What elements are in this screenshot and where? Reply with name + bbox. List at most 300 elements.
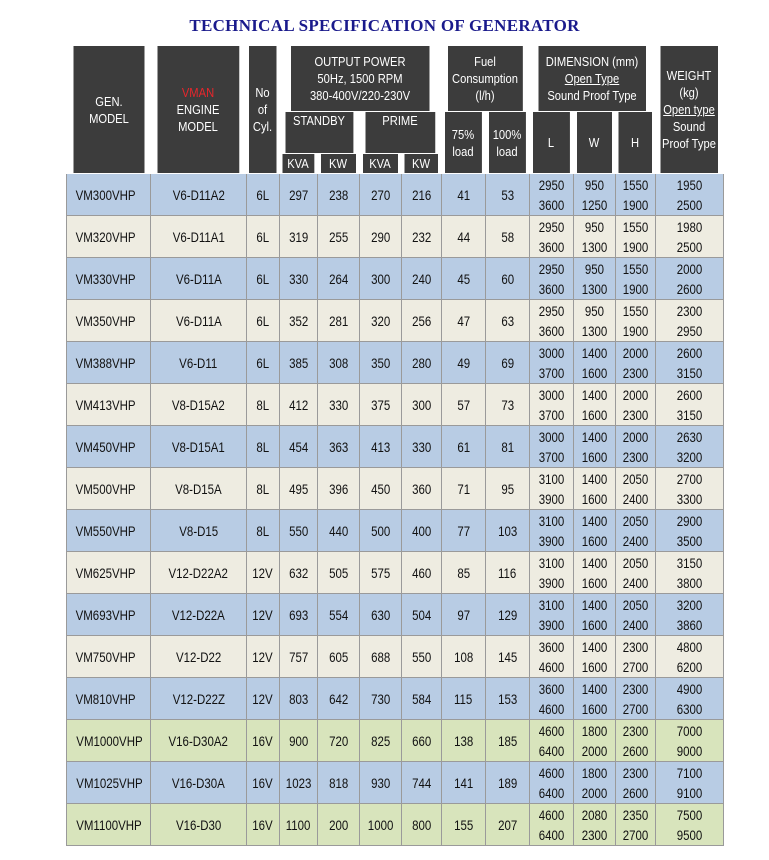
standby-kva-value: 495 xyxy=(288,480,309,497)
fuel-100-cell xyxy=(485,174,529,216)
gen-model-value: VM300VHP xyxy=(75,186,136,203)
dim-w-open-value: 950 xyxy=(584,218,605,235)
gen-model-cell xyxy=(67,552,151,594)
dim-l-open-value: 4600 xyxy=(538,764,565,781)
dim-l-open-value: 3100 xyxy=(538,470,565,487)
prime-kw-cell xyxy=(401,636,441,678)
standby-kw-cell xyxy=(317,762,359,804)
dim-w-open-value: 1400 xyxy=(581,680,608,697)
dim-l-open-value: 3600 xyxy=(538,638,565,655)
weight-soundproof-value: 6200 xyxy=(676,658,703,675)
standby-kw-value: 505 xyxy=(328,564,349,581)
standby-kva-cell xyxy=(279,804,317,846)
cylinders-cell xyxy=(246,510,279,552)
fuel-75-cell xyxy=(441,300,485,342)
dim-l-open-value: 2950 xyxy=(538,302,565,319)
fuel-75-value: 108 xyxy=(453,648,474,665)
weight-soundproof-value: 3150 xyxy=(676,406,703,423)
weight-cell xyxy=(655,804,723,846)
fuel-100-value: 60 xyxy=(501,270,514,287)
standby-kw-cell xyxy=(317,174,359,216)
fuel-100-value: 145 xyxy=(497,648,518,665)
table-row xyxy=(67,552,724,594)
fuel-100-cell xyxy=(485,384,529,426)
header-load-75 xyxy=(445,112,483,174)
dim-h-open-value: 2000 xyxy=(622,386,649,403)
standby-kva-value: 1023 xyxy=(285,774,312,791)
prime-kw-cell xyxy=(401,678,441,720)
cylinders-cell xyxy=(246,594,279,636)
fuel-100-cell xyxy=(485,762,529,804)
engine-model-cell xyxy=(150,594,246,636)
prime-kw-cell xyxy=(401,720,441,762)
dim-h-open-value: 2300 xyxy=(622,722,649,739)
fuel-75-cell xyxy=(441,720,485,762)
fuel-100-value: 207 xyxy=(497,816,518,833)
dim-w-soundproof-value: 1600 xyxy=(581,490,608,507)
header-text: MODEL xyxy=(88,110,129,126)
cylinders-value: 6L xyxy=(256,228,270,245)
fuel-100-value: 58 xyxy=(501,228,514,245)
standby-kva-cell xyxy=(279,678,317,720)
prime-kw-cell xyxy=(401,342,441,384)
fuel-100-value: 69 xyxy=(501,354,514,371)
table-row xyxy=(67,300,724,342)
standby-kva-value: 693 xyxy=(288,606,309,623)
dim-w-soundproof-value: 1600 xyxy=(581,700,608,717)
standby-kva-cell xyxy=(279,594,317,636)
engine-model-cell xyxy=(150,300,246,342)
weight-cell xyxy=(655,678,723,720)
dim-l-cell xyxy=(529,468,573,510)
header-fuel xyxy=(448,46,524,112)
fuel-75-value: 71 xyxy=(457,480,470,497)
gen-model-value: VM500VHP xyxy=(75,480,136,497)
engine-model-cell xyxy=(150,216,246,258)
cylinders-cell xyxy=(246,342,279,384)
fuel-75-cell xyxy=(441,384,485,426)
standby-kva-cell xyxy=(279,300,317,342)
fuel-100-cell xyxy=(485,552,529,594)
dim-h-soundproof-value: 2700 xyxy=(622,700,649,717)
dim-l-cell xyxy=(529,300,573,342)
dim-l-cell xyxy=(529,678,573,720)
engine-model-value: V8-D15A1 xyxy=(171,438,225,455)
engine-brand-label: VMAN xyxy=(182,85,215,100)
dim-l-open-value: 3100 xyxy=(538,596,565,613)
dim-h-open-value: 2050 xyxy=(622,512,649,529)
standby-kw-value: 363 xyxy=(328,438,349,455)
standby-kva-cell xyxy=(279,426,317,468)
dim-l-cell xyxy=(529,594,573,636)
header-weight xyxy=(660,46,718,174)
dim-w-cell xyxy=(573,552,615,594)
dim-h-open-value: 2300 xyxy=(622,680,649,697)
dim-l-soundproof-value: 3700 xyxy=(538,364,565,381)
weight-soundproof-value: 2950 xyxy=(676,322,703,339)
dim-w-cell xyxy=(573,804,615,846)
dim-w-open-value: 1400 xyxy=(581,428,608,445)
prime-kva-cell xyxy=(359,720,401,762)
fuel-75-cell xyxy=(441,216,485,258)
cylinders-value: 16V xyxy=(252,732,274,749)
gen-model-cell xyxy=(67,762,151,804)
fuel-75-value: 49 xyxy=(457,354,470,371)
weight-soundproof-value: 3860 xyxy=(676,616,703,633)
dim-h-cell xyxy=(615,426,655,468)
fuel-100-value: 189 xyxy=(497,774,518,791)
standby-kw-cell xyxy=(317,384,359,426)
prime-kw-cell xyxy=(401,594,441,636)
dim-w-cell xyxy=(573,300,615,342)
cylinders-value: 6L xyxy=(256,186,270,203)
prime-kw-cell xyxy=(401,762,441,804)
dim-w-cell xyxy=(573,720,615,762)
prime-kva-value: 630 xyxy=(370,606,391,623)
dim-w-soundproof-value: 1600 xyxy=(581,448,608,465)
dim-h-soundproof-value: 2400 xyxy=(622,490,649,507)
header-text: 75% xyxy=(452,126,475,142)
header-standby xyxy=(285,112,354,154)
dim-h-cell xyxy=(615,636,655,678)
weight-open-value: 3150 xyxy=(676,554,703,571)
dim-l-cell xyxy=(529,174,573,216)
header-text: GEN. xyxy=(94,93,123,109)
prime-kva-value: 290 xyxy=(370,228,391,245)
standby-kva-value: 632 xyxy=(288,564,309,581)
dim-l-open-value: 3100 xyxy=(538,512,565,529)
standby-kva-cell xyxy=(279,636,317,678)
prime-kw-value: 800 xyxy=(411,816,432,833)
cylinders-value: 8L xyxy=(256,396,270,413)
standby-kw-cell xyxy=(317,468,359,510)
prime-kw-cell xyxy=(401,510,441,552)
prime-kw-cell xyxy=(401,258,441,300)
gen-model-value: VM693VHP xyxy=(75,606,136,623)
standby-kw-cell xyxy=(317,636,359,678)
gen-model-cell xyxy=(67,300,151,342)
dim-w-cell xyxy=(573,258,615,300)
prime-kva-value: 500 xyxy=(370,522,391,539)
header-text: DIMENSION (mm) xyxy=(546,54,639,69)
header-text: 100% xyxy=(493,126,522,142)
engine-model-cell xyxy=(150,762,246,804)
standby-kw-cell xyxy=(317,804,359,846)
dim-w-open-value: 1800 xyxy=(581,764,608,781)
page-title: TECHNICAL SPECIFICATION OF GENERATOR xyxy=(189,16,580,35)
dim-h-soundproof-value: 1900 xyxy=(622,196,649,213)
dim-h-soundproof-value: 2700 xyxy=(622,826,649,843)
standby-kw-value: 642 xyxy=(328,690,349,707)
dim-w-soundproof-value: 2300 xyxy=(581,826,608,843)
dim-l-soundproof-value: 3600 xyxy=(538,196,565,213)
engine-model-cell xyxy=(150,552,246,594)
fuel-100-value: 63 xyxy=(501,312,514,329)
weight-open-value: 3200 xyxy=(676,596,703,613)
dim-l-soundproof-value: 3700 xyxy=(538,448,565,465)
weight-cell xyxy=(655,468,723,510)
dim-w-cell xyxy=(573,468,615,510)
dim-l-open-value: 2950 xyxy=(538,218,565,235)
fuel-75-cell xyxy=(441,762,485,804)
engine-model-cell xyxy=(150,342,246,384)
prime-kva-cell xyxy=(359,258,401,300)
cylinders-value: 6L xyxy=(256,354,270,371)
fuel-100-value: 103 xyxy=(497,522,518,539)
header-standby-kva: KVA xyxy=(282,154,315,174)
prime-kva-value: 930 xyxy=(370,774,391,791)
fuel-75-value: 45 xyxy=(457,270,470,287)
weight-cell xyxy=(655,216,723,258)
weight-open-value: 2000 xyxy=(676,260,703,277)
prime-kw-cell xyxy=(401,552,441,594)
header-standby-kw: KW xyxy=(320,154,356,174)
gen-model-cell xyxy=(67,216,151,258)
standby-kw-value: 238 xyxy=(328,186,349,203)
engine-model-cell xyxy=(150,384,246,426)
dim-w-cell xyxy=(573,762,615,804)
table-row xyxy=(67,510,724,552)
header-load-100 xyxy=(489,112,527,174)
prime-kva-cell xyxy=(359,342,401,384)
standby-kw-cell xyxy=(317,300,359,342)
gen-model-value: VM320VHP xyxy=(75,228,136,245)
weight-cell xyxy=(655,552,723,594)
gen-model-cell xyxy=(67,804,151,846)
gen-model-cell xyxy=(67,342,151,384)
prime-kva-cell xyxy=(359,552,401,594)
header-dim-w: W xyxy=(576,112,612,174)
engine-model-cell xyxy=(150,426,246,468)
weight-soundproof-value: 3300 xyxy=(676,490,703,507)
dim-h-open-value: 2000 xyxy=(622,428,649,445)
standby-kw-value: 440 xyxy=(328,522,349,539)
prime-kva-value: 375 xyxy=(370,396,391,413)
weight-open-value: 2900 xyxy=(676,512,703,529)
fuel-75-value: 115 xyxy=(454,690,473,707)
header-text: load xyxy=(452,143,474,159)
standby-kva-cell xyxy=(279,510,317,552)
header-prime-kva: KVA xyxy=(362,154,398,174)
dim-h-soundproof-value: 2300 xyxy=(622,448,649,465)
header-prime-kw: KW xyxy=(404,154,438,174)
prime-kva-cell xyxy=(359,216,401,258)
dim-w-cell xyxy=(573,342,615,384)
engine-model-value: V16-D30A2 xyxy=(168,732,229,749)
fuel-100-value: 185 xyxy=(497,732,518,749)
header-text: Open type xyxy=(663,102,716,117)
standby-kw-cell xyxy=(317,426,359,468)
fuel-100-value: 153 xyxy=(497,690,518,707)
dim-l-cell xyxy=(529,804,573,846)
dim-w-cell xyxy=(573,594,615,636)
weight-open-value: 1950 xyxy=(676,176,703,193)
header-output-power xyxy=(291,46,430,112)
fuel-75-cell xyxy=(441,468,485,510)
engine-model-value: V8-D15A xyxy=(175,480,222,497)
cylinders-cell xyxy=(246,636,279,678)
fuel-75-value: 77 xyxy=(457,522,470,539)
dim-h-cell xyxy=(615,510,655,552)
fuel-100-cell xyxy=(485,720,529,762)
header-text: load xyxy=(496,143,518,159)
dim-w-open-value: 950 xyxy=(584,302,605,319)
cylinders-cell xyxy=(246,216,279,258)
gen-model-value: VM413VHP xyxy=(75,396,136,413)
prime-kva-cell xyxy=(359,468,401,510)
prime-kva-value: 1000 xyxy=(367,816,394,833)
cylinders-value: 12V xyxy=(252,564,274,581)
weight-open-value: 2630 xyxy=(676,428,703,445)
standby-kva-value: 454 xyxy=(288,438,309,455)
dim-w-soundproof-value: 1600 xyxy=(581,406,608,423)
dim-l-cell xyxy=(529,342,573,384)
dim-w-cell xyxy=(573,636,615,678)
cylinders-cell xyxy=(246,426,279,468)
prime-kva-value: 825 xyxy=(370,732,391,749)
dim-w-open-value: 1400 xyxy=(581,470,608,487)
header-text: Consumption xyxy=(452,71,519,86)
weight-soundproof-value: 3200 xyxy=(676,448,703,465)
prime-kva-cell xyxy=(359,426,401,468)
dim-l-cell xyxy=(529,258,573,300)
dim-w-soundproof-value: 1300 xyxy=(581,238,608,255)
dim-l-soundproof-value: 3600 xyxy=(538,238,565,255)
prime-kw-value: 232 xyxy=(411,228,432,245)
dim-w-open-value: 1800 xyxy=(581,722,608,739)
cylinders-value: 8L xyxy=(256,480,270,497)
cylinders-value: 8L xyxy=(256,438,270,455)
dim-h-open-value: 2300 xyxy=(622,638,649,655)
fuel-75-cell xyxy=(441,258,485,300)
engine-model-value: V8-D15 xyxy=(178,522,218,539)
standby-kva-cell xyxy=(279,174,317,216)
prime-kw-value: 330 xyxy=(411,438,432,455)
header-text: Cyl. xyxy=(253,119,273,134)
dim-h-soundproof-value: 2400 xyxy=(622,574,649,591)
header-text: STANDBY xyxy=(293,113,346,128)
dim-w-open-value: 1400 xyxy=(581,512,608,529)
dim-w-cell xyxy=(573,216,615,258)
standby-kva-value: 900 xyxy=(288,732,309,749)
standby-kw-value: 264 xyxy=(328,270,349,287)
prime-kva-value: 413 xyxy=(370,438,391,455)
fuel-75-cell xyxy=(441,510,485,552)
dim-h-cell xyxy=(615,174,655,216)
header-text: of xyxy=(258,102,268,117)
prime-kw-cell xyxy=(401,804,441,846)
cylinders-value: 16V xyxy=(252,816,274,833)
prime-kw-value: 460 xyxy=(411,564,432,581)
dim-l-soundproof-value: 6400 xyxy=(538,742,565,759)
fuel-100-cell xyxy=(485,258,529,300)
table-row xyxy=(67,258,724,300)
table-row xyxy=(67,384,724,426)
fuel-75-value: 61 xyxy=(457,438,470,455)
dim-l-soundproof-value: 3600 xyxy=(538,322,565,339)
dim-l-open-value: 3000 xyxy=(538,344,565,361)
prime-kw-cell xyxy=(401,174,441,216)
weight-soundproof-value: 9100 xyxy=(676,784,703,801)
dim-h-cell xyxy=(615,678,655,720)
fuel-100-value: 129 xyxy=(497,606,518,623)
prime-kva-cell xyxy=(359,678,401,720)
fuel-75-value: 97 xyxy=(457,606,470,623)
prime-kw-cell xyxy=(401,300,441,342)
dim-l-open-value: 3000 xyxy=(538,386,565,403)
prime-kva-cell xyxy=(359,762,401,804)
engine-model-value: V12-D22A2 xyxy=(168,564,229,581)
prime-kva-value: 730 xyxy=(370,690,391,707)
header-cylinders xyxy=(249,46,277,174)
prime-kw-value: 504 xyxy=(411,606,432,623)
dim-w-soundproof-value: 1250 xyxy=(581,196,608,213)
header-text: Proof Type xyxy=(662,136,717,151)
fuel-100-cell xyxy=(485,804,529,846)
fuel-75-value: 47 xyxy=(457,312,470,329)
gen-model-value: VM750VHP xyxy=(75,648,136,665)
prime-kva-value: 270 xyxy=(370,186,391,203)
header-prime xyxy=(365,112,436,154)
weight-open-value: 1980 xyxy=(676,218,703,235)
dim-l-soundproof-value: 4600 xyxy=(538,658,565,675)
dim-l-open-value: 4600 xyxy=(538,722,565,739)
dim-l-cell xyxy=(529,384,573,426)
prime-kva-value: 300 xyxy=(370,270,391,287)
standby-kw-value: 720 xyxy=(328,732,349,749)
prime-kva-value: 320 xyxy=(370,312,391,329)
weight-soundproof-value: 3500 xyxy=(676,532,703,549)
header-text: No xyxy=(255,85,271,100)
engine-model-value: V6-D11A xyxy=(175,312,222,329)
dim-h-cell xyxy=(615,300,655,342)
weight-open-value: 2300 xyxy=(676,302,703,319)
weight-open-value: 7500 xyxy=(676,806,703,823)
dim-l-open-value: 3100 xyxy=(538,554,565,571)
dim-l-open-value: 3600 xyxy=(538,680,565,697)
header-text: 50Hz, 1500 RPM xyxy=(317,71,404,86)
table-body xyxy=(67,174,724,846)
gen-model-value: VM330VHP xyxy=(75,270,136,287)
standby-kva-value: 1100 xyxy=(286,816,311,833)
cylinders-value: 8L xyxy=(256,522,270,539)
dim-l-open-value: 3000 xyxy=(538,428,565,445)
cylinders-value: 6L xyxy=(256,270,270,287)
dim-l-cell xyxy=(529,720,573,762)
weight-soundproof-value: 2600 xyxy=(676,280,703,297)
table-row xyxy=(67,678,724,720)
prime-kva-value: 688 xyxy=(370,648,391,665)
gen-model-value: VM550VHP xyxy=(75,522,136,539)
standby-kw-cell xyxy=(317,258,359,300)
cylinders-cell xyxy=(246,804,279,846)
weight-cell xyxy=(655,720,723,762)
header-text: (kg) xyxy=(679,85,700,100)
prime-kw-value: 216 xyxy=(411,186,432,203)
standby-kw-cell xyxy=(317,216,359,258)
weight-soundproof-value: 9000 xyxy=(676,742,703,759)
dim-w-cell xyxy=(573,426,615,468)
weight-open-value: 4800 xyxy=(676,638,703,655)
dim-w-open-value: 1400 xyxy=(581,386,608,403)
dim-w-soundproof-value: 1300 xyxy=(581,280,608,297)
dim-w-open-value: 1400 xyxy=(581,638,608,655)
dim-h-soundproof-value: 2300 xyxy=(622,364,649,381)
dim-h-cell xyxy=(615,804,655,846)
dim-l-cell xyxy=(529,552,573,594)
dim-h-open-value: 1550 xyxy=(622,260,649,277)
dim-h-soundproof-value: 1900 xyxy=(622,280,649,297)
